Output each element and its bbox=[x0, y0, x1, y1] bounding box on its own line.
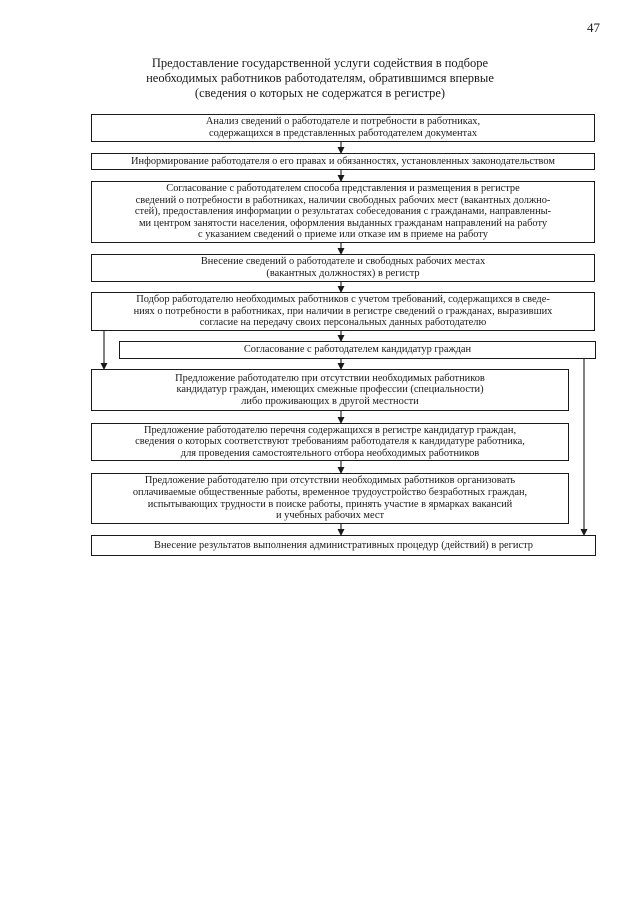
step-text-line: Предложение работодателю при отсутствии необходимых работников организовать bbox=[144, 475, 516, 487]
step-public-works-box bbox=[91, 473, 569, 524]
step-text-line: стей), предоставления информации о результатах собеседования с гражданами, направленны- bbox=[134, 206, 552, 218]
step-inform-box bbox=[91, 153, 595, 170]
step-candidates-box bbox=[119, 341, 596, 359]
step-agree-method-box bbox=[91, 181, 595, 243]
step-text-line: оплачиваемые общественные работы, временное трудоустройство безработных граждан, bbox=[132, 486, 528, 498]
step-text-line: сведения о которых соответствуют требованиям работодателя к кандидатуре работника, bbox=[135, 436, 525, 448]
step-text-line: Внесение результатов выполнения административных процедур (действий) в регистр bbox=[154, 539, 533, 551]
title-line: Предоставление государственной услуги содействия в подборе bbox=[151, 56, 489, 70]
step-text-line: с указанием сведений о приеме или отказе им в приеме на работу bbox=[198, 229, 488, 241]
step-text-line: сведений о потребности в работниках, наличии свободных рабочих мест (вакантных должно- bbox=[135, 194, 551, 206]
step-text-line: испытывающих трудности в поиске работы, принять участие в ярмарках вакансий bbox=[147, 498, 513, 510]
step-text-line: для проведения самостоятельного отбора необходимых работников bbox=[180, 447, 480, 459]
step-text-line: Подбор работодателю необходимых работников с учетом требований, содержащихся в сведе- bbox=[136, 294, 550, 306]
step-text-line: кандидатур граждан, имеющих смежные профессии (специальности) bbox=[176, 384, 484, 396]
step-text-line: (вакантных должностях) в регистр bbox=[266, 268, 420, 279]
step-text-line: Анализ сведений о работодателе и потребности в работниках, bbox=[205, 116, 481, 128]
step-text-line: Информирование работодателя о его правах и обязанностях, установленных законодательством bbox=[131, 155, 555, 167]
step-register-box bbox=[91, 254, 595, 282]
step-alternatives-box bbox=[91, 369, 569, 411]
step-text-line: согласие на передачу своих персональных данных работодателю bbox=[199, 317, 487, 329]
step-text-line: и учебных рабочих мест bbox=[275, 510, 384, 522]
step-analysis-box bbox=[91, 114, 595, 142]
step-candidate-list-box bbox=[91, 423, 569, 461]
page-number: 47 bbox=[587, 20, 600, 35]
step-text-line: либо проживающих в другой местности bbox=[241, 395, 419, 407]
step-text-line: содержащихся в представленных работодателем документах bbox=[208, 128, 478, 139]
title-line: необходимых работников работодателям, обратившимся впервые bbox=[146, 71, 494, 85]
step-results-box bbox=[91, 535, 596, 556]
step-text-line: ниях о потребности в работниках, при наличии в регистре сведений о гражданах, выразивших bbox=[133, 305, 553, 317]
step-text-line: ми центром занятости населения, оформления выданных гражданам направлений на работу bbox=[138, 217, 548, 229]
step-text-line: Согласование с работодателем способа представления и размещения в регистре bbox=[166, 183, 520, 195]
step-text-line: Предложение работодателю при отсутствии необходимых работников bbox=[175, 372, 485, 384]
step-selection-box bbox=[91, 292, 595, 331]
title-line: (сведения о которых не содержатся в регистре) bbox=[194, 86, 446, 100]
step-text-line: Согласование с работодателем кандидатур граждан bbox=[243, 344, 472, 356]
step-text-line: Внесение сведений о работодателе и свободных рабочих местах bbox=[200, 256, 486, 268]
step-text-line: Предложение работодателю перечня содержащихся в регистре кандидатур граждан, bbox=[143, 424, 517, 436]
